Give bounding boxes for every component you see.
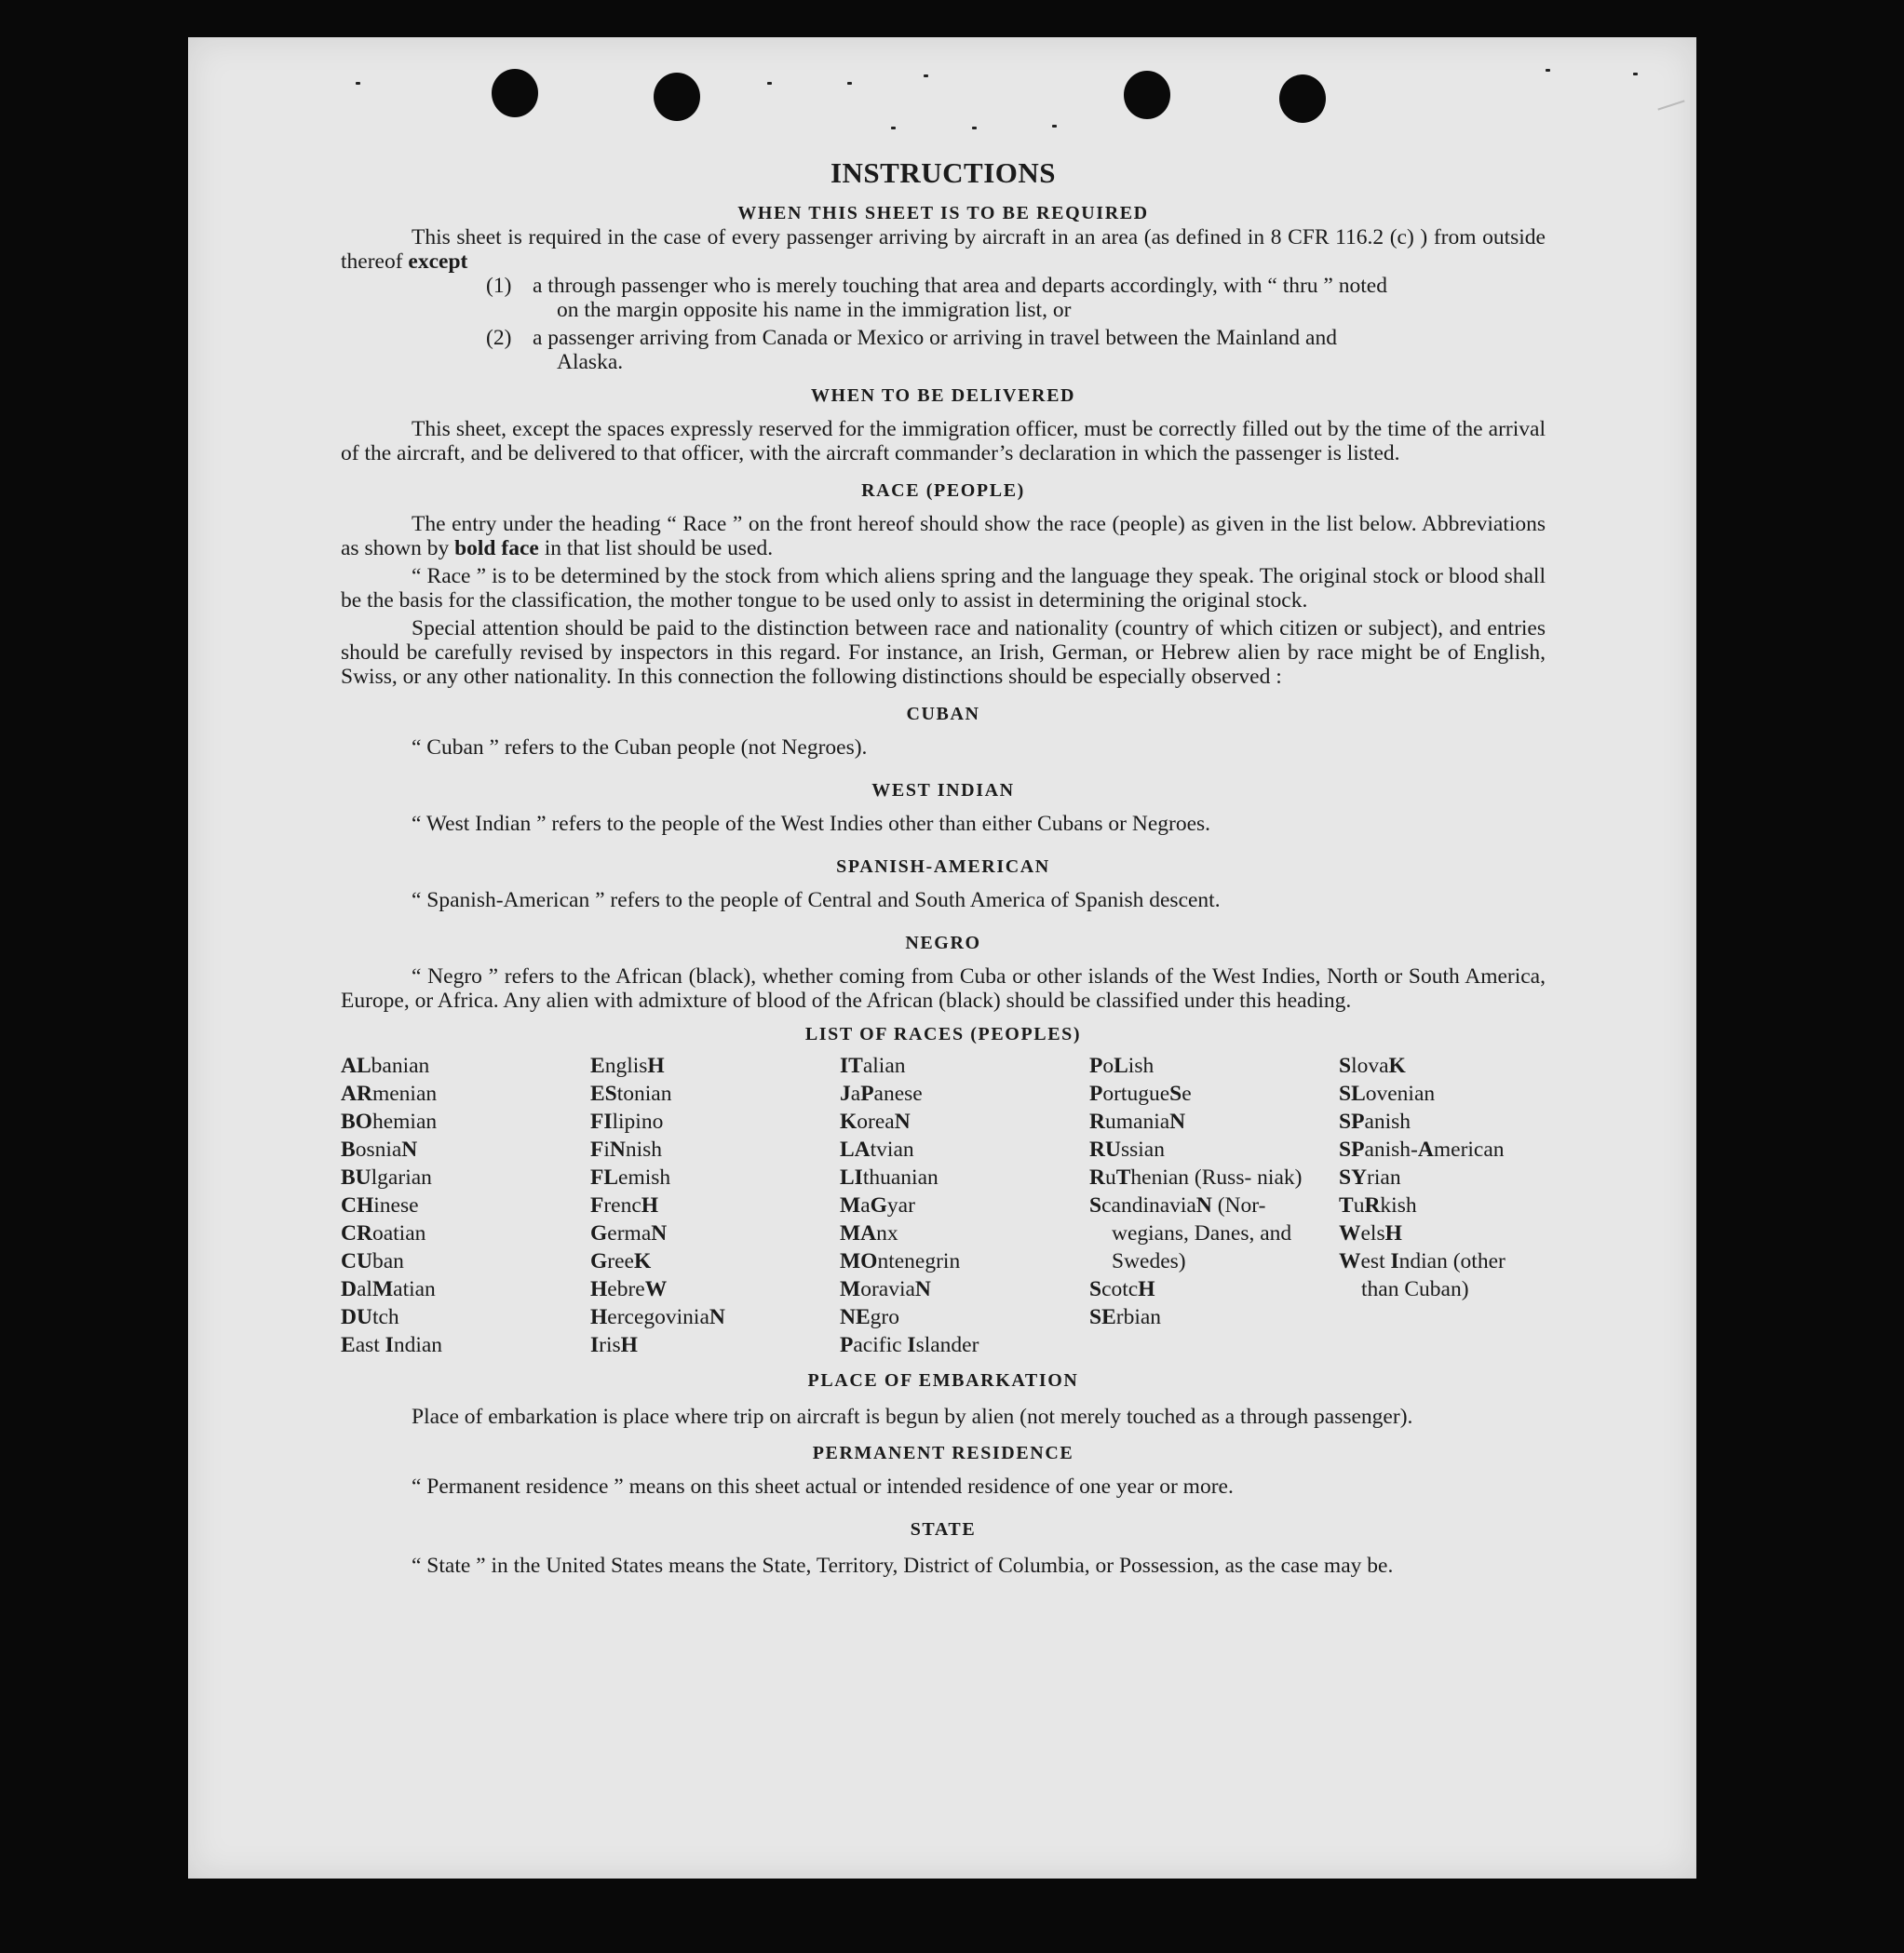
speck <box>847 82 852 85</box>
race-entry: GreeK <box>590 1249 652 1273</box>
race-entry: SErbian <box>1089 1305 1162 1329</box>
west-indian-heading: WEST INDIAN <box>871 780 1015 801</box>
race-entry: MAnx <box>840 1221 898 1246</box>
embarkation-heading: PLACE OF EMBARKATION <box>807 1370 1079 1391</box>
race-entry: BOhemian <box>341 1110 438 1134</box>
list-of-races-heading: LIST OF RACES (PEOPLES) <box>804 1024 1082 1044</box>
race-entry: JaPanese <box>840 1082 923 1106</box>
race-entry: MoraviaN <box>840 1277 931 1301</box>
race-entry: PortugueSe <box>1089 1082 1192 1106</box>
spanish-american-heading: SPANISH-AMERICAN <box>836 856 1050 877</box>
speck <box>891 127 896 129</box>
race-entry: EnglisH <box>590 1054 665 1078</box>
race-entry: ARmenian <box>341 1082 438 1106</box>
race-entry: CHinese <box>341 1193 419 1218</box>
races-list <box>341 1052 1546 1359</box>
races-column <box>341 1052 590 1359</box>
race-entry: LIthuanian <box>840 1165 938 1190</box>
race-entry: HercegoviniaN <box>590 1305 725 1329</box>
speck <box>924 74 928 77</box>
race-paragraph-3: Special attention should be paid to the distinction between race and nationality (country of which citizen or subject), and entries should be carefully revised by inspectors in this regard. For instance, an Irish, German, or Hebrew alien by race might be of English, Swiss, or any other nationality. In this connection the following distinctions should be especially observed : <box>341 616 1546 689</box>
punch-hole <box>492 69 538 117</box>
race-entry: BUlgarian <box>341 1165 432 1190</box>
instructions-content <box>341 155 1546 1581</box>
races-column <box>590 1052 840 1359</box>
race-entry: ALbanian <box>341 1054 430 1078</box>
embarkation-text: Place of embarkation is place where trip on aircraft is begun by alien (not merely touched as a through passenger). <box>412 1405 1413 1429</box>
races-column <box>1089 1052 1339 1359</box>
race-entry: FiNnish <box>590 1138 663 1162</box>
document-sheet <box>188 37 1696 1879</box>
speck <box>1546 69 1550 72</box>
race-entry: NEgro <box>840 1305 899 1329</box>
race-entry: SPanish <box>1339 1110 1411 1134</box>
punch-hole <box>1124 71 1170 119</box>
race-entry: Pacific Islander <box>840 1333 979 1357</box>
when-required-lead: This sheet is required in the case of every passenger arriving by aircraft in an area (as defined in 8 CFR 116.2 (c) ) from outside thereof except <box>341 225 1546 274</box>
negro-heading: NEGRO <box>905 933 981 953</box>
race-entry: FLemish <box>590 1165 671 1190</box>
state-heading: STATE <box>910 1519 977 1540</box>
race-entry: ITalian <box>840 1054 906 1078</box>
race-entry: MaGyar <box>840 1193 915 1218</box>
race-entry: SlovaK <box>1339 1054 1406 1078</box>
race-entry: CRoatian <box>341 1221 426 1246</box>
race-entry: East Indian <box>341 1333 443 1357</box>
punch-hole <box>1279 74 1326 123</box>
state-text: “ State ” in the United States means the State, Territory, District of Columbia, or Possession, as the case may be. <box>412 1554 1394 1578</box>
race-entry: DalMatian <box>341 1277 436 1301</box>
race-entry: WelsH <box>1339 1221 1402 1246</box>
races-column <box>1339 1052 1544 1359</box>
race-entry: SYrian <box>1339 1165 1401 1190</box>
race-entry: FrencH <box>590 1193 659 1218</box>
races-column <box>840 1052 1089 1359</box>
race-entry: GermaN <box>590 1221 668 1246</box>
exception-item: (1) a through passenger who is merely touching that area and departs accordingly, with “ thru ” noted on the margin opposite his name in the immigration list, or <box>486 274 1387 322</box>
residence-heading: PERMANENT RESIDENCE <box>812 1443 1074 1463</box>
race-entry: LAtvian <box>840 1138 914 1162</box>
race-paragraph-1: The entry under the heading “ Race ” on the front hereof should show the race (people) as given in the list below. Abbreviations as shown by bold face in that list should be used. <box>341 512 1546 560</box>
speck <box>1633 73 1638 75</box>
exception-item: (2) a passenger arriving from Canada or Mexico or arriving in travel between the Mainland and Alaska. <box>486 326 1337 374</box>
race-entry: BosniaN <box>341 1138 418 1162</box>
punch-hole <box>654 73 700 121</box>
west-indian-text: “ West Indian ” refers to the people of the West Indies other than either Cubans or Negroes. <box>412 812 1211 836</box>
race-entry: HebreW <box>590 1277 668 1301</box>
race-entry: RumaniaN <box>1089 1110 1186 1134</box>
race-entry: West Indian (other than Cuban) <box>1339 1249 1506 1301</box>
race-entry: FIlipino <box>590 1110 664 1134</box>
speck <box>767 82 772 85</box>
page-title: INSTRUCTIONS <box>830 156 1056 189</box>
when-required-heading: WHEN THIS SHEET IS TO BE REQUIRED <box>737 203 1149 223</box>
spanish-american-text: “ Spanish-American ” refers to the people of Central and South America of Spanish descent. <box>412 888 1221 912</box>
cuban-text: “ Cuban ” refers to the Cuban people (not Negroes). <box>412 735 868 760</box>
speck <box>1052 125 1057 128</box>
race-entry: PoLish <box>1089 1054 1155 1078</box>
race-entry: MOntenegrin <box>840 1249 961 1273</box>
race-entry: RuThenian (Russ- niak) <box>1089 1165 1303 1190</box>
residence-text: “ Permanent residence ” means on this sheet actual or intended residence of one year or more. <box>412 1475 1234 1499</box>
cuban-heading: CUBAN <box>906 704 980 724</box>
race-entry: KoreaN <box>840 1110 911 1134</box>
when-delivered-heading: WHEN TO BE DELIVERED <box>810 385 1076 406</box>
race-entry: EStonian <box>590 1082 672 1106</box>
race-paragraph-2: “ Race ” is to be determined by the stock from which aliens spring and the language they speak. The original stock or blood shall be the basis for the classification, the mother tongue to be used only to assist in determining the original stock. <box>341 564 1546 613</box>
race-entry: SPanish-American <box>1339 1138 1505 1162</box>
when-delivered-text: This sheet, except the spaces expressly reserved for the immigration officer, must be correctly filled out by the time of the arrival of the aircraft, and be delivered to that officer, with the aircraft commander’s declaration in which the passenger is listed. <box>341 417 1546 465</box>
race-entry: ScandinaviaN (Nor- wegians, Danes, and Swedes) <box>1089 1193 1292 1273</box>
speck <box>972 127 977 129</box>
race-entry: DUtch <box>341 1305 399 1329</box>
race-entry: CUban <box>341 1249 404 1273</box>
race-entry: TuRkish <box>1339 1193 1417 1218</box>
speck <box>356 82 360 85</box>
race-heading: RACE (PEOPLE) <box>861 480 1025 501</box>
race-entry: IrisH <box>590 1333 638 1357</box>
race-entry: RUssian <box>1089 1138 1165 1162</box>
race-entry: ScotcH <box>1089 1277 1155 1301</box>
race-entry: SLovenian <box>1339 1082 1436 1106</box>
negro-text: “ Negro ” refers to the African (black), whether coming from Cuba or other islands of the West Indies, North or South America, Europe, or Africa. Any alien with admixture of blood of the African (black) should be classified under this heading. <box>341 964 1546 1013</box>
